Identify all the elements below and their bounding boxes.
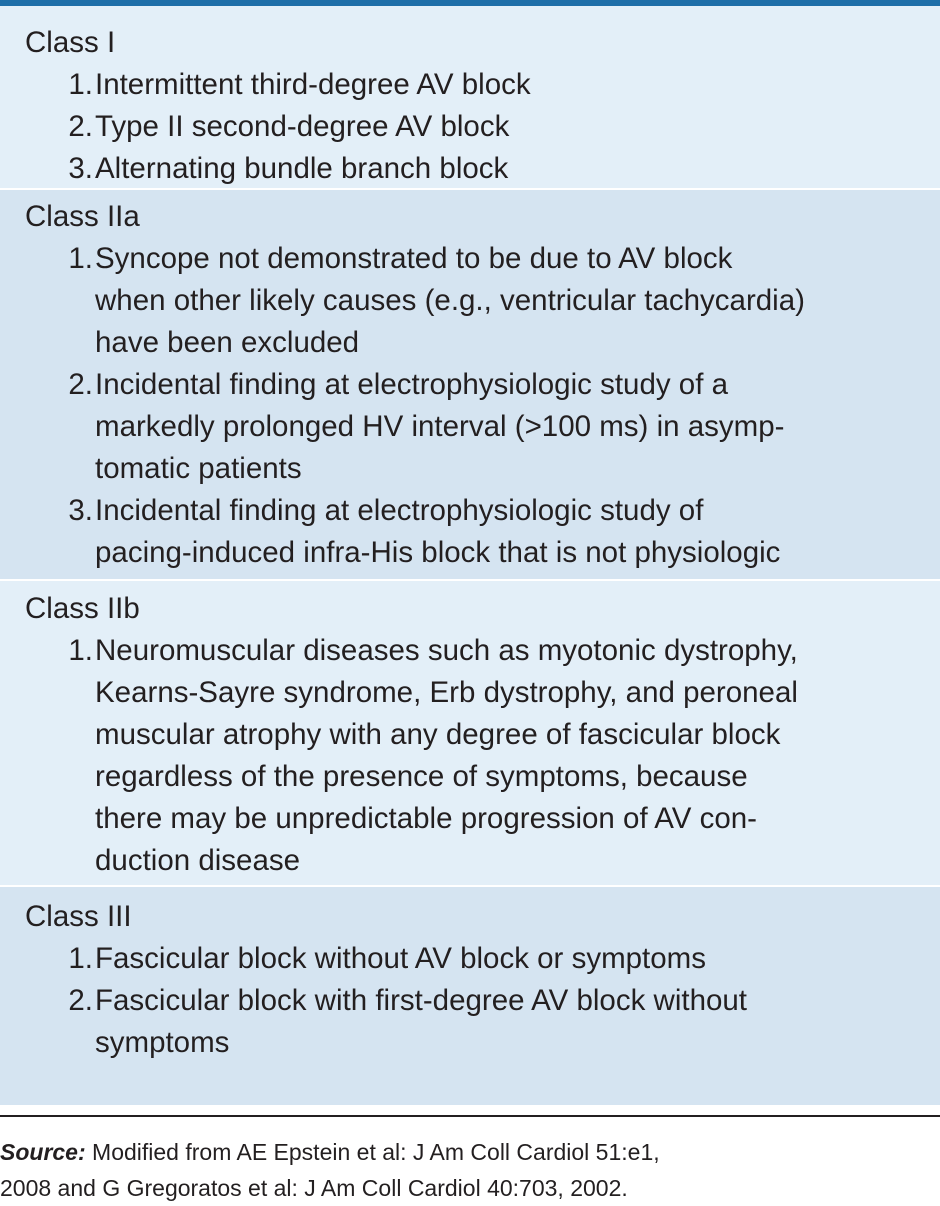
item-number: 1. — [68, 634, 93, 667]
item-text: Syncope not demonstrated to be due to AV block when other likely causes (e.g., ventricular tachycardia) have been excluded — [95, 242, 805, 359]
class-iib-section — [0, 581, 940, 887]
section-title: Class III — [25, 900, 132, 933]
item-list — [25, 64, 930, 190]
item-text: Alternating bundle branch block — [95, 152, 509, 185]
item-text: Incidental finding at electrophysiologic study of pacing-induced infra-His block that is not physiologic — [95, 494, 781, 569]
item-number: 2. — [68, 110, 93, 143]
item-number: 1. — [68, 68, 93, 101]
class-iia-section — [0, 190, 940, 581]
list-item — [25, 106, 930, 148]
item-number: 2. — [68, 984, 93, 1017]
section-title: Class IIa — [25, 200, 140, 233]
item-list — [25, 630, 930, 882]
list-item — [25, 980, 930, 1064]
class-i-section — [0, 6, 940, 190]
list-item — [25, 938, 930, 980]
item-text: Fascicular block with first-degree AV block without symptoms — [95, 984, 747, 1059]
source-label: Source: — [0, 1139, 86, 1165]
list-item — [25, 630, 930, 882]
item-number: 3. — [68, 152, 93, 185]
list-item — [25, 364, 930, 490]
list-item — [25, 64, 930, 106]
item-number: 2. — [68, 368, 93, 401]
source-text: Modified from AE Epstein et al: J Am Coll Cardiol 51:e1, 2008 and G Gregoratos et al: J Am Coll Cardiol 40:703, 2002. — [0, 1139, 660, 1201]
list-item — [25, 490, 930, 574]
class-iii-section — [0, 887, 940, 1107]
list-item — [25, 238, 930, 364]
list-item — [25, 148, 930, 190]
item-text: Intermittent third-degree AV block — [95, 68, 531, 101]
item-number: 3. — [68, 494, 93, 527]
item-text: Type II second-degree AV block — [95, 110, 510, 143]
section-title: Class I — [25, 26, 116, 59]
source-note — [0, 1117, 940, 1206]
item-list — [25, 938, 930, 1064]
section-title: Class IIb — [25, 592, 140, 625]
item-number: 1. — [68, 942, 93, 975]
item-list — [25, 238, 930, 574]
item-text: Fascicular block without AV block or symptoms — [95, 942, 706, 975]
item-text: Incidental finding at electrophysiologic study of a markedly prolonged HV interval (>100 ms) in asymp- tomatic patients — [95, 368, 785, 485]
item-number: 1. — [68, 242, 93, 275]
item-text: Neuromuscular diseases such as myotonic dystrophy, Kearns-Sayre syndrome, Erb dystrophy, and peroneal muscular atrophy with any degree of fascicular block regardless of the presence of symptoms, because there may be unpredictable progression of AV con- duction disease — [95, 634, 798, 877]
